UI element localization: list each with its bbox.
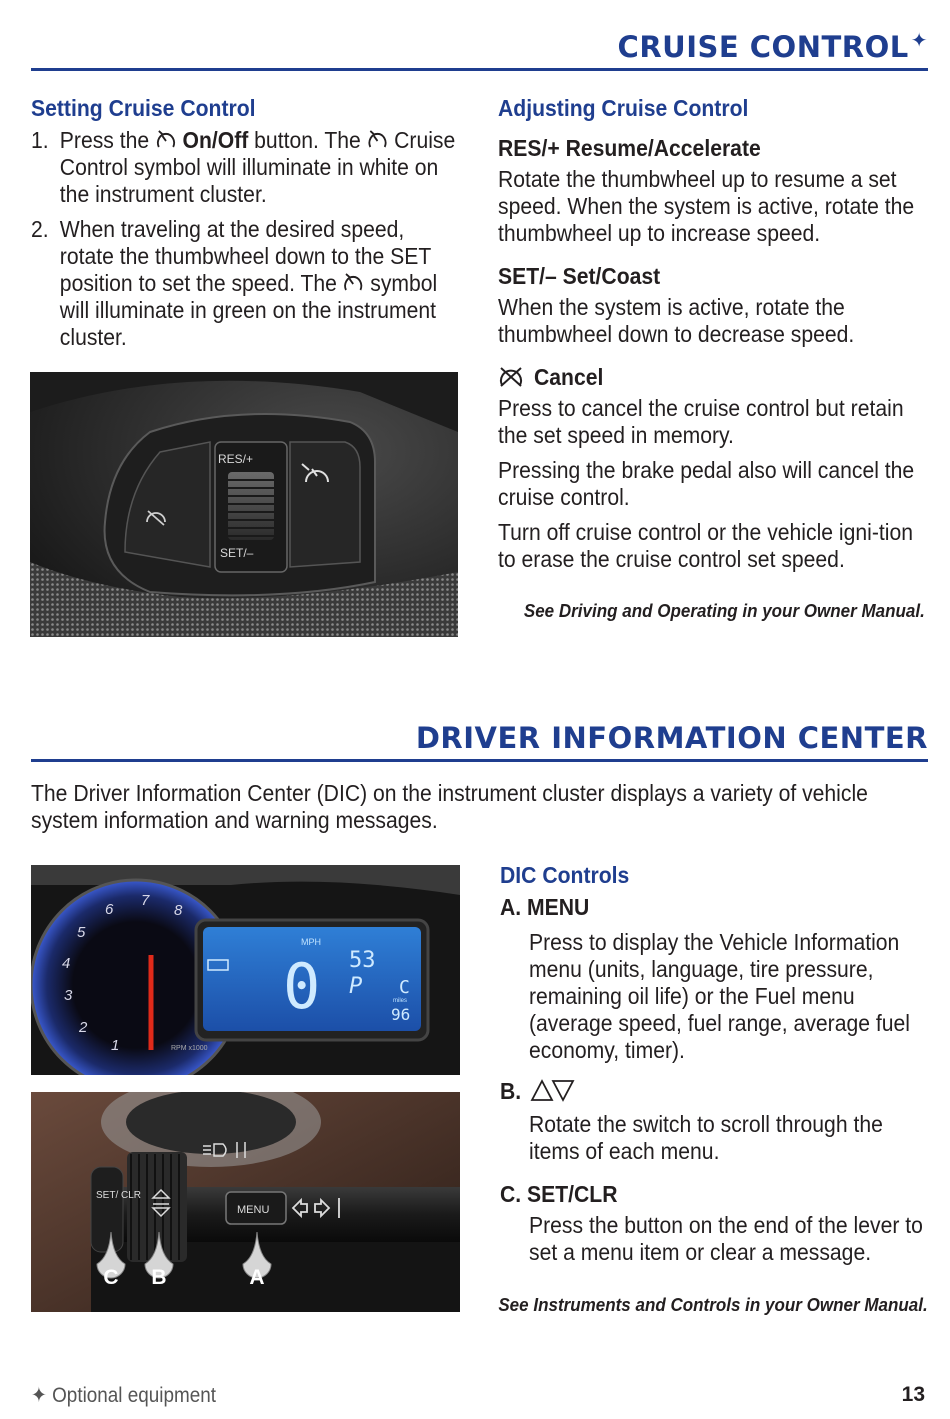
tach-number-8: 8 [174, 902, 183, 919]
cruise-onoff-icon [155, 129, 177, 151]
cruise-title-rule [31, 68, 928, 71]
tach-number-5: 5 [77, 924, 86, 941]
cruise-control-title [618, 30, 928, 64]
set-coast-text: When the system is active, rotate the thumbwheel down to decrease speed. [498, 294, 855, 347]
tach-number-1: 1 [111, 1037, 120, 1054]
footer-optional-text: Optional equipment [52, 1384, 217, 1407]
cancel-text-3: Turn off cruise control or the vehicle igni-tion to erase the cruise control set speed. [498, 519, 913, 572]
setting-cruise-heading: Setting Cruise Control [31, 95, 256, 121]
instrument-cluster-illustration [31, 865, 460, 1075]
step-2-text-b: symbol will illuminate in green on the instrument cluster. [59, 270, 438, 350]
scroll-heading-row [500, 1078, 576, 1105]
speed-readout: 0 [283, 950, 321, 1023]
miles-label: miles [393, 998, 408, 1004]
footer-optional-mark: ✦ [31, 1384, 47, 1407]
step-1-text-b: button. The [254, 127, 361, 153]
step-1-text-c: Cruise Control symbol will illuminate in white on the instrument cluster. [59, 127, 456, 207]
cancel-heading-row [498, 364, 612, 392]
temp-readout: 53 [349, 948, 376, 973]
optional-equipment-mark: ✦ [910, 28, 928, 52]
scroll-text: Rotate the switch to scroll through the items of each menu. [529, 1111, 883, 1164]
cruise-cancel-icon [498, 365, 524, 389]
rpm-label: RPM x1000 [171, 1045, 208, 1052]
gear-readout: P [349, 974, 363, 999]
steering-wheel-controls-photo [30, 372, 458, 637]
set-clr-label: SET/ CLR [96, 1190, 142, 1201]
mph-label: MPH [301, 937, 321, 947]
footer-note [31, 1383, 216, 1408]
tach-number-6: 6 [105, 901, 114, 918]
set-button-label: SET/– [220, 546, 254, 560]
callout-c: C [103, 1266, 119, 1289]
dic-intro-text: The Driver Information Center (DIC) on the instrument cluster displays a variety of vehicle system information and warning messages. [31, 780, 868, 833]
dic-title: DRIVER INFORMATION CENTER [415, 721, 928, 755]
callout-b: B [151, 1266, 167, 1289]
res-resume-heading: RES/+ Resume/Accelerate [498, 135, 761, 161]
scroll-heading: B. [500, 1078, 522, 1104]
cruise-set-symbol-icon [343, 272, 365, 294]
set-clr-text: Press the button on the end of the lever to set a menu item or clear a message. [529, 1212, 923, 1265]
instrument-cluster-photo [31, 865, 460, 1075]
menu-button-label: MENU [237, 1204, 270, 1216]
cancel-text-2: Pressing the brake pedal also will cancel the cruise control. [498, 457, 915, 510]
gear-right-readout: C [399, 977, 410, 998]
tach-number-2: 2 [79, 1019, 88, 1036]
dic-controls-heading: DIC Controls [500, 862, 630, 888]
stalk-illustration [31, 1092, 460, 1312]
tach-number-7: 7 [141, 892, 150, 909]
cancel-heading: Cancel [534, 364, 604, 390]
menu-heading: A. MENU [500, 894, 590, 920]
res-resume-text: Rotate the thumbwheel up to resume a set speed. When the system is active, rotate the thumbwheel up to increase speed. [498, 166, 915, 246]
res-button-label: RES/+ [218, 452, 254, 466]
steering-wheel-illustration [30, 372, 458, 637]
tach-number-3: 3 [64, 987, 73, 1004]
onoff-label: On/Off [182, 127, 249, 153]
tach-number-4: 4 [62, 955, 71, 972]
cruise-owner-manual-note: See Driving and Operating in your Owner Manual. [524, 600, 925, 621]
cruise-symbol-icon [367, 129, 389, 151]
dic-owner-manual-note: See Instruments and Controls in your Owner Manual. [498, 1294, 928, 1315]
adjusting-cruise-heading: Adjusting Cruise Control [498, 95, 749, 121]
cruise-control-title-text: CRUISE CONTROL [617, 30, 909, 64]
cancel-text-1: Press to cancel the cruise control but retain the set speed in memory. [498, 395, 904, 448]
step-2-text-a: When traveling at the desired speed, rotate the thumbwheel down to the SET position to set the speed. The [59, 216, 431, 296]
setting-step-1 [31, 127, 456, 217]
scroll-up-down-icon [530, 1078, 576, 1102]
dic-title-rule [31, 759, 928, 762]
callout-a: A [249, 1266, 265, 1289]
step-1-number: 1. [31, 127, 49, 153]
set-coast-heading: SET/– Set/Coast [498, 263, 661, 289]
turn-signal-stalk-photo [31, 1092, 460, 1312]
odometer-readout: 96 [391, 1005, 411, 1024]
step-1-text-a: Press the [59, 127, 150, 153]
page-number: 13 [901, 1383, 925, 1406]
set-clr-heading: C. SET/CLR [500, 1181, 618, 1207]
setting-step-2 [31, 216, 445, 356]
menu-text: Press to display the Vehicle Information menu (units, language, tire pressure, remaining oil life) or the Fuel menu (average speed, fuel range, average fuel economy, timer). [529, 929, 910, 1063]
step-2-number: 2. [31, 216, 49, 242]
